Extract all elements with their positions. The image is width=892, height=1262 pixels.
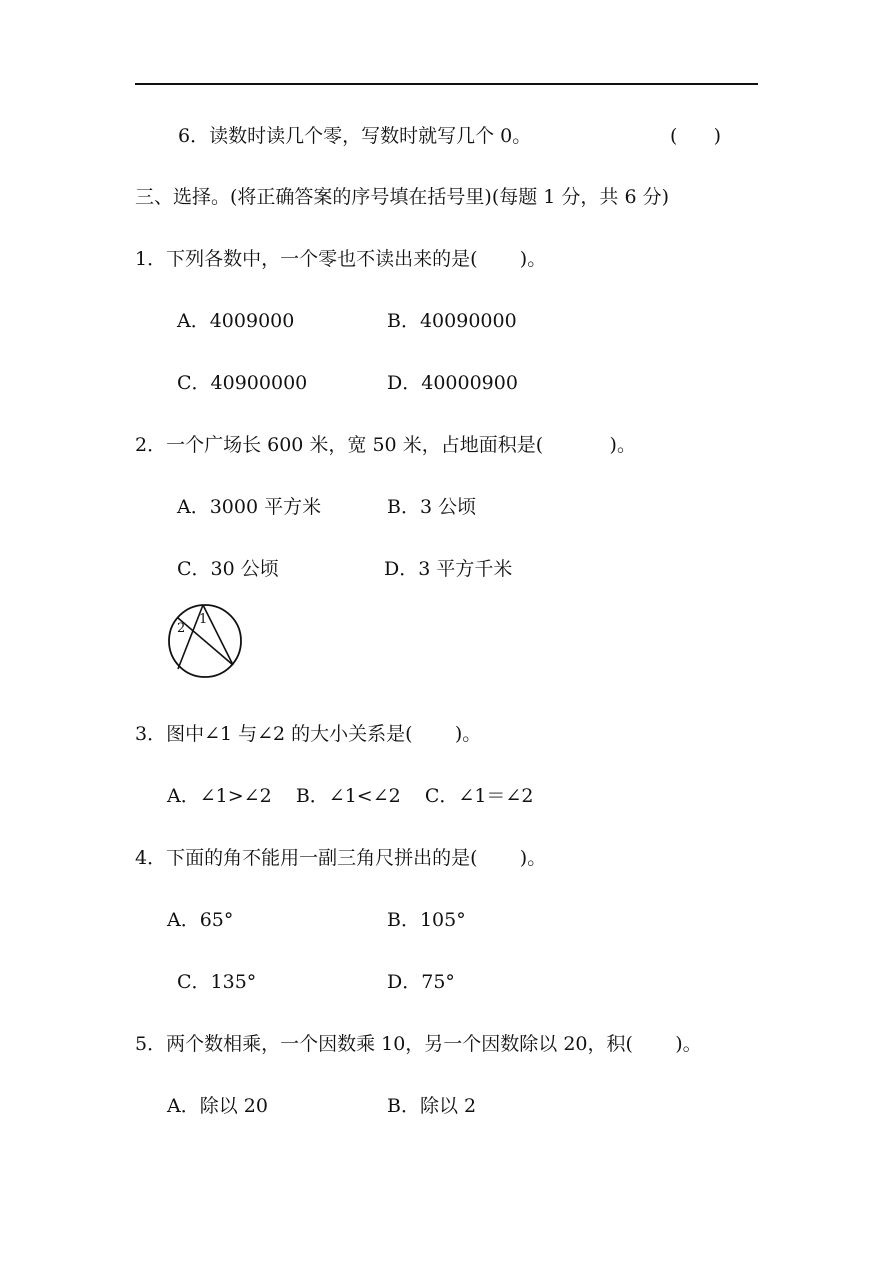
option-4d: D．75° — [387, 971, 455, 993]
question-stem-1: 1．下列各数中，一个零也不读出来的是( )。 — [135, 248, 547, 270]
angle-label-2: 2 — [177, 621, 186, 636]
option-2c: C．30 公顷 — [177, 558, 279, 580]
option-2a: A．3000 平方米 — [177, 496, 322, 518]
question-stem-3: 3．图中∠1 与∠2 的大小关系是( )。 — [135, 723, 482, 745]
option-4c: C．135° — [177, 971, 257, 993]
tf-question-6: 6．读数时读几个零，写数时就写几个 0。 — [178, 125, 532, 147]
option-1c: C．40900000 — [177, 372, 308, 394]
answer-paren: ( ) — [670, 125, 722, 147]
question-stem-4: 4．下面的角不能用一副三角尺拼出的是( )。 — [135, 847, 547, 869]
option-5b: B．除以 2 — [387, 1095, 477, 1117]
option-1b: B．40090000 — [387, 310, 517, 332]
option-4b: B．105° — [387, 909, 466, 931]
option-5a: A．除以 20 — [167, 1095, 268, 1117]
option-2b: B．3 公顷 — [387, 496, 477, 518]
option-4a: A．65° — [167, 909, 234, 931]
question-stem-5: 5．两个数相乘，一个因数乘 10，另一个因数除以 20，积( )。 — [135, 1033, 702, 1055]
option-1a: A．4009000 — [177, 310, 295, 332]
header-rule — [135, 83, 758, 85]
option-1d: D．40000900 — [387, 372, 518, 394]
circle-angle-figure — [163, 601, 247, 681]
angle-label-1: 1 — [199, 612, 208, 627]
question-stem-2: 2．一个广场长 600 米，宽 50 米，占地面积是( )。 — [135, 434, 636, 456]
options-3: A．∠1>∠2 B．∠1<∠2 C．∠1＝∠2 — [167, 785, 534, 807]
section-title: 三、选择。(将正确答案的序号填在括号里)(每题 1 分，共 6 分) — [135, 186, 669, 208]
option-2d: D．3 平方千米 — [384, 558, 513, 580]
